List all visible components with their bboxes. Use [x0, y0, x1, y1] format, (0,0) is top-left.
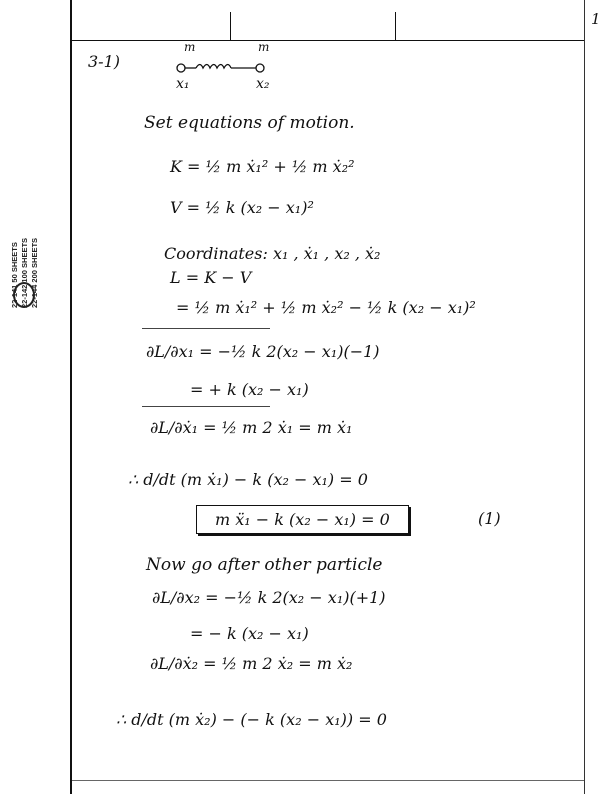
- separator-line: [142, 406, 270, 407]
- equation-of-motion-1-box: m ẍ₁ − k (x₂ − x₁) = 0: [196, 505, 409, 534]
- partial-l-xdot2: ∂L/∂ẋ₂ = ½ m 2 ẋ₂ = m ẋ₂: [150, 654, 353, 673]
- header-divider: [230, 12, 231, 40]
- partial-l-x1-simplified: = + k (x₂ − x₁): [190, 380, 309, 399]
- potential-energy-equation: V = ½ k (x₂ − x₁)²: [170, 198, 314, 217]
- coordinates-line: Coordinates: x₁ , ẋ₁ , x₂ , ẋ₂: [164, 244, 381, 263]
- footer-rule: [72, 780, 584, 781]
- page-number: 1: [591, 10, 601, 28]
- left-margin-line: [70, 0, 72, 794]
- lagrangian-definition: L = K − V: [170, 268, 252, 287]
- next-particle-heading: Now go after other particle: [146, 555, 383, 575]
- ampad-logo: [13, 282, 35, 308]
- partial-l-x2: ∂L/∂x₂ = −½ k 2(x₂ − x₁)(+1): [152, 588, 386, 607]
- sheet-count-text: 22-141 50 SHEETS 22-142 100 SHEETS 22-144 200 SHEETS: [10, 237, 39, 308]
- partial-l-x2-simplified: = − k (x₂ − x₁): [190, 624, 309, 643]
- coordinate-label: x₁: [176, 76, 190, 92]
- coordinate-label: x₂: [256, 76, 270, 92]
- section-heading: Set equations of motion.: [144, 113, 355, 133]
- separator-line: [142, 328, 270, 329]
- euler-lagrange-particle-2: ∴ d/dt (m ẋ₂) − (− k (x₂ − x₁)) = 0: [116, 710, 387, 729]
- spring-mass-diagram: [172, 58, 272, 78]
- kinetic-energy-equation: K = ½ m ẋ₁² + ½ m ẋ₂²: [170, 157, 355, 176]
- lagrangian-expansion: = ½ m ẋ₁² + ½ m ẋ₂² − ½ k (x₂ − x₁)²: [176, 298, 476, 317]
- header-rule: [72, 40, 584, 41]
- partial-l-x1: ∂L/∂x₁ = −½ k 2(x₂ − x₁)(−1): [146, 342, 380, 361]
- equation-number: (1): [478, 509, 501, 528]
- mass-label: m: [184, 40, 196, 54]
- partial-l-xdot1: ∂L/∂ẋ₁ = ½ m 2 ẋ₁ = m ẋ₁: [150, 418, 353, 437]
- header-divider: [395, 12, 396, 40]
- right-margin-line: [584, 0, 585, 794]
- euler-lagrange-particle-1: ∴ d/dt (m ẋ₁) − k (x₂ − x₁) = 0: [128, 470, 368, 489]
- mass-label: m: [258, 40, 270, 54]
- problem-label: 3-1): [88, 52, 121, 71]
